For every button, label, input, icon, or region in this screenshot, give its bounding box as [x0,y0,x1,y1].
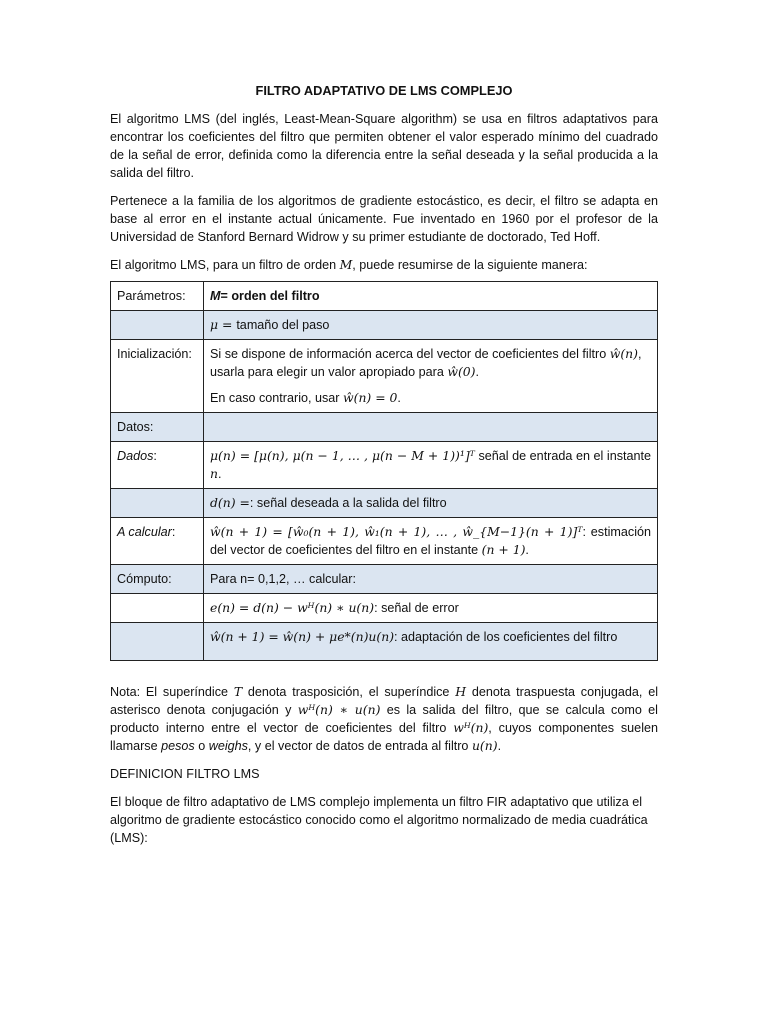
table-row [111,340,658,413]
table-row [111,442,658,489]
paragraph-intro: El algoritmo LMS (del inglés, Least-Mean-Square algorithm) se usa en filtros adaptativos para encontrar los coeficientes del filtro que permiten obtener el valor esperado mínimo del cuadrado de la señal de error, definida como la diferencia entre la señal deseada y la señal producida a la salida del filtro. [110,112,658,180]
table-cell-value: μ(n) = [μ(n), μ(n − 1, … , μ(n − M + 1))¹]ᵀ señal de entrada en el instante n. [204,442,658,489]
table-row [111,623,658,661]
paragraph-history: Pertenece a la familia de los algoritmos de gradiente estocástico, es decir, el filtro se adapta en base al error en el instante actual únicamente. Fue inventado en 1960 por el profesor de la Universidad de Stanford Bernard Widrow y su primer estudiante de doctorado, Ted Hoff. [110,194,658,244]
paragraph-note: Nota: El superíndice T denota trasposición, el superíndice H denota traspuesta conjugada, el asterisco denota conjugación y wᴴ(n) ∗ u(n) es la salida del filtro, que se calcula como el producto interno entre el vector de coeficientes del filtro wᴴ(n), cuyos componentes suelen llamarse pesos o weighs, y el vector de datos de entrada al filtro u(n). [110,684,659,753]
table-row [111,489,658,518]
table-cell-label [111,594,204,623]
table-row [111,594,658,623]
table-cell-value: ŵ(n + 1) = [ŵ₀(n + 1), ŵ₁(n + 1), … , ŵ_{M−1}(n + 1)]ᵀ: estimación del vector de coeficientes del filtro en el instante (n + 1). [204,518,658,565]
table-row [111,311,658,340]
table-cell-label: Dados: [111,442,204,489]
paragraph-summary-lead: El algoritmo LMS, para un filtro de orden M, puede resumirse de la siguiente manera: [110,257,588,272]
table-row [111,413,658,442]
table-row [111,565,658,594]
table-row [111,282,658,311]
table-cell-value: μ = tamaño del paso [204,311,658,340]
table-cell-label [111,311,204,340]
init-otherwise: En caso contrario, usar ŵ(n) = 0. [210,390,401,405]
lms-summary-table [110,281,658,661]
table-cell-label: Parámetros: [111,282,204,311]
table-row [111,518,658,565]
table-cell-value: e(n) = d(n) − wᴴ(n) ∗ u(n): señal de error [204,594,658,623]
table-cell-label: Inicialización: [111,340,204,413]
table-cell-value: M= orden del filtro [204,282,658,311]
table-cell-value [204,413,658,442]
table-cell-value: d(n) =: señal deseada a la salida del filtro [204,489,658,518]
table-cell-label [111,623,204,661]
table-cell-label: Datos: [111,413,204,442]
init-text: Si se dispone de información acerca del vector de coeficientes del filtro ŵ(n), usarla para elegir un valor apropiado para ŵ(0). [210,346,642,379]
table-cell-label: Cómputo: [111,565,204,594]
table-cell-value: ŵ(n + 1) = ŵ(n) + μe*(n)u(n): adaptación de los coeficientes del filtro [204,623,658,661]
table-cell-value [204,340,658,413]
document-page [110,82,658,857]
table-cell-label: A calcular: [111,518,204,565]
table-cell-value: Para n= 0,1,2, … calcular: [204,565,658,594]
section-title: DEFINICION FILTRO LMS [110,767,260,781]
table-cell-label [111,489,204,518]
document-title: FILTRO ADAPTATIVO DE LMS COMPLEJO [255,83,513,98]
paragraph-definition: El bloque de filtro adaptativo de LMS complejo implementa un filtro FIR adaptativo que utiliza el algoritmo de gradiente estocástico conocido como el algoritmo normalizado de media cuadrática (LMS): [110,795,648,845]
